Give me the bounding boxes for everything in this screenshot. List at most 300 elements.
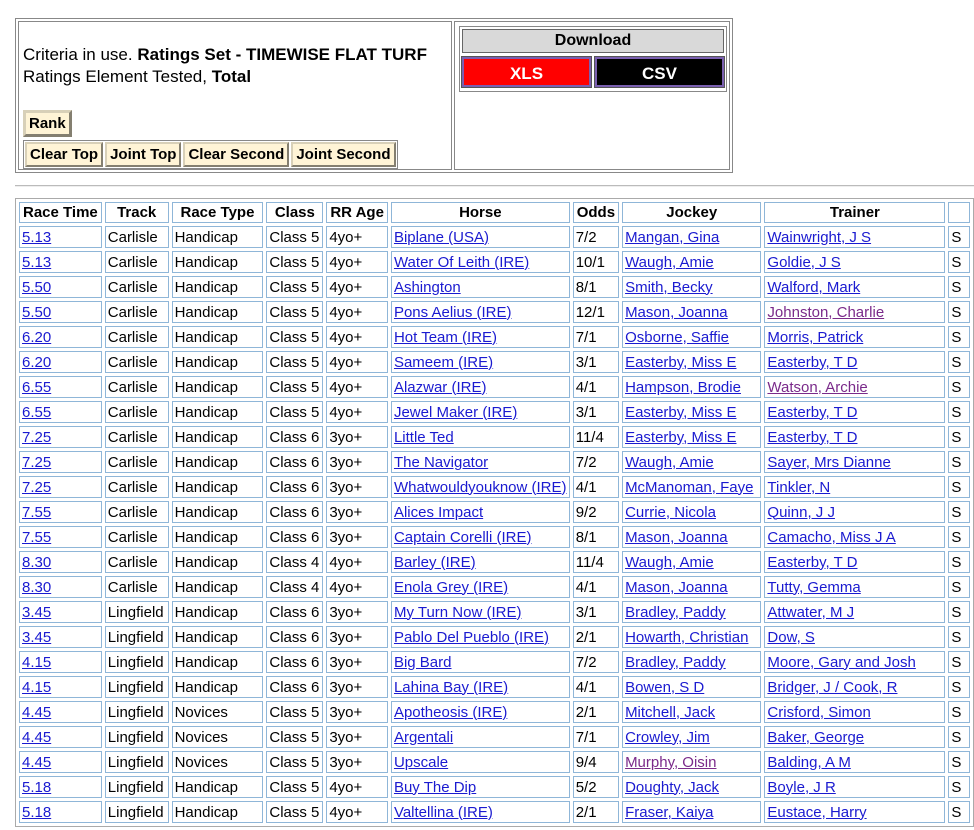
race-time-link[interactable]: 4.15 xyxy=(22,653,52,671)
horse-link[interactable]: Apotheosis (IRE) xyxy=(393,703,508,721)
jockey-link[interactable]: Hampson, Brodie xyxy=(625,378,741,396)
cell-text: 5/2 xyxy=(575,778,597,796)
cell-text: S xyxy=(951,778,962,796)
table-cell xyxy=(948,576,970,598)
col-race-type[interactable]: Race Type xyxy=(172,202,264,223)
col-extra xyxy=(948,202,970,223)
table-cell xyxy=(266,476,323,498)
table-cell xyxy=(764,476,945,498)
col-jockey[interactable]: Jockey xyxy=(622,202,761,223)
cell-text: S xyxy=(951,478,962,496)
xls-download-button[interactable]: XLS xyxy=(462,57,591,87)
race-time-link[interactable]: 4.15 xyxy=(22,678,52,696)
table-cell xyxy=(948,801,970,823)
race-time-link[interactable]: 8.30 xyxy=(22,578,52,596)
cell-text: Class 5 xyxy=(269,278,320,296)
table-cell xyxy=(19,376,102,398)
cell-text: 4yo+ xyxy=(329,253,363,271)
cell-text: Carlisle xyxy=(107,578,158,596)
table-cell xyxy=(622,301,761,323)
table-cell xyxy=(948,401,970,423)
horse-link[interactable]: Buy The Dip xyxy=(393,778,477,796)
cell-text: S xyxy=(951,403,962,421)
table-cell xyxy=(573,551,619,573)
horse-link[interactable]: Alices Impact xyxy=(393,503,484,521)
race-time-link[interactable]: 6.55 xyxy=(22,378,52,396)
joint-top-button[interactable]: Joint Top xyxy=(105,142,181,167)
jockey-link[interactable]: Bowen, S D xyxy=(625,678,705,696)
jockey-link[interactable]: Easterby, Miss E xyxy=(625,403,737,421)
table-cell xyxy=(764,376,945,398)
cell-text: Handicap xyxy=(174,803,238,821)
jockey-link[interactable]: Murphy, Oisin xyxy=(625,753,717,771)
cell-text: Handicap xyxy=(174,228,238,246)
race-time-link[interactable]: 3.45 xyxy=(22,628,52,646)
horse-link[interactable]: Biplane (USA) xyxy=(393,228,489,246)
table-cell xyxy=(622,726,761,748)
cell-text: Carlisle xyxy=(107,503,158,521)
race-time-link[interactable]: 6.55 xyxy=(22,403,52,421)
cell-text: S xyxy=(951,628,962,646)
cell-text: 4yo+ xyxy=(329,403,363,421)
horse-link[interactable]: Captain Corelli (IRE) xyxy=(393,528,532,546)
table-cell xyxy=(622,251,761,273)
table-cell xyxy=(172,501,264,523)
trainer-link[interactable]: Wainwright, J S xyxy=(767,228,872,246)
col-horse[interactable]: Horse xyxy=(391,202,570,223)
horse-link[interactable]: Barley (IRE) xyxy=(393,553,476,571)
jockey-link[interactable]: Mangan, Gina xyxy=(625,228,720,246)
cell-text: Class 6 xyxy=(269,603,320,621)
cell-text: Class 6 xyxy=(269,478,320,496)
table-cell xyxy=(19,576,102,598)
cell-text: 11/4 xyxy=(575,553,604,571)
jockey-link[interactable]: Mason, Joanna xyxy=(625,578,728,596)
cell-text: Class 5 xyxy=(269,778,320,796)
col-race-time[interactable]: Race Time xyxy=(19,202,102,223)
criteria-cell xyxy=(18,21,452,170)
jockey-link[interactable]: Howarth, Christian xyxy=(625,628,749,646)
cell-text: 3/1 xyxy=(575,353,597,371)
race-time-link[interactable]: 7.25 xyxy=(22,453,52,471)
table-cell xyxy=(266,351,323,373)
table-cell xyxy=(391,501,570,523)
table-cell xyxy=(391,276,570,298)
race-time-link[interactable]: 4.45 xyxy=(22,703,52,721)
trainer-link[interactable]: Baker, George xyxy=(767,728,865,746)
cell-text: 4yo+ xyxy=(329,378,363,396)
jockey-link[interactable]: Mitchell, Jack xyxy=(625,703,716,721)
cell-text: Carlisle xyxy=(107,378,158,396)
cell-text: 4yo+ xyxy=(329,228,363,246)
horse-link[interactable]: Jewel Maker (IRE) xyxy=(393,403,518,421)
horse-link[interactable]: The Navigator xyxy=(393,453,489,471)
element-prefix: Ratings Element Tested, xyxy=(23,67,207,86)
horse-link[interactable]: My Turn Now (IRE) xyxy=(393,603,522,621)
trainer-link[interactable]: Camacho, Miss J A xyxy=(767,528,896,546)
table-cell xyxy=(172,301,264,323)
table-cell xyxy=(391,776,570,798)
clear-top-button[interactable]: Clear Top xyxy=(25,142,103,167)
cell-text: S xyxy=(951,278,962,296)
col-rr-age[interactable]: RR Age xyxy=(326,202,388,223)
race-time-link[interactable]: 5.50 xyxy=(22,278,52,296)
table-cell xyxy=(266,701,323,723)
trainer-link[interactable]: Dow, S xyxy=(767,628,815,646)
trainer-link[interactable]: Easterby, T D xyxy=(767,428,858,446)
jockey-link[interactable]: Waugh, Amie xyxy=(625,553,714,571)
table-row xyxy=(19,451,970,473)
table-row xyxy=(19,301,970,323)
table-cell xyxy=(573,351,619,373)
cell-text: S xyxy=(951,353,962,371)
jockey-link[interactable]: McManoman, Faye xyxy=(625,478,754,496)
table-cell xyxy=(948,776,970,798)
table-cell xyxy=(764,251,945,273)
cell-text: S xyxy=(951,653,962,671)
cell-text: S xyxy=(951,503,962,521)
cell-text: 3yo+ xyxy=(329,653,363,671)
table-cell xyxy=(948,501,970,523)
table-cell xyxy=(764,326,945,348)
trainer-link[interactable]: Sayer, Mrs Dianne xyxy=(767,453,891,471)
table-row xyxy=(19,626,970,648)
cell-text: Novices xyxy=(174,728,228,746)
table-cell xyxy=(764,626,945,648)
table-cell xyxy=(266,676,323,698)
trainer-link[interactable]: Watson, Archie xyxy=(767,378,868,396)
horse-link[interactable]: Alazwar (IRE) xyxy=(393,378,487,396)
cell-text: Handicap xyxy=(174,603,238,621)
cell-text: Class 6 xyxy=(269,628,320,646)
cell-text: 4yo+ xyxy=(329,303,363,321)
race-time-link[interactable]: 7.25 xyxy=(22,428,52,446)
table-cell xyxy=(266,276,323,298)
table-cell xyxy=(172,276,264,298)
table-cell xyxy=(19,551,102,573)
cell-text: Carlisle xyxy=(107,253,158,271)
table-cell xyxy=(622,376,761,398)
horse-link[interactable]: Water Of Leith (IRE) xyxy=(393,253,530,271)
horse-link[interactable]: Sameem (IRE) xyxy=(393,353,494,371)
table-cell xyxy=(19,801,102,823)
table-cell xyxy=(266,251,323,273)
cell-text: Class 6 xyxy=(269,503,320,521)
cell-text: Carlisle xyxy=(107,353,158,371)
table-cell xyxy=(573,251,619,273)
cell-text: 9/2 xyxy=(575,503,597,521)
cell-text: 2/1 xyxy=(575,628,597,646)
table-row xyxy=(19,576,970,598)
table-cell xyxy=(764,526,945,548)
cell-text: 3/1 xyxy=(575,603,597,621)
horse-link[interactable]: Whatwouldyouknow (IRE) xyxy=(393,478,567,496)
table-cell xyxy=(105,576,169,598)
race-time-link[interactable]: 7.55 xyxy=(22,528,52,546)
table-cell xyxy=(172,451,264,473)
table-cell xyxy=(19,226,102,248)
jockey-link[interactable]: Osborne, Saffie xyxy=(625,328,730,346)
jockey-link[interactable]: Bradley, Paddy xyxy=(625,653,726,671)
jockey-link[interactable]: Bradley, Paddy xyxy=(625,603,726,621)
cell-text: Handicap xyxy=(174,778,238,796)
table-cell xyxy=(172,251,264,273)
horse-link[interactable]: Argentali xyxy=(393,728,454,746)
trainer-link[interactable]: Crisford, Simon xyxy=(767,703,871,721)
cell-text: Handicap xyxy=(174,378,238,396)
table-cell xyxy=(948,551,970,573)
table-cell xyxy=(948,726,970,748)
cell-text: 3yo+ xyxy=(329,453,363,471)
table-cell xyxy=(105,501,169,523)
table-cell xyxy=(105,626,169,648)
horse-link[interactable]: Valtellina (IRE) xyxy=(393,803,493,821)
table-cell xyxy=(764,351,945,373)
cell-text: Class 5 xyxy=(269,378,320,396)
cell-text: Class 5 xyxy=(269,803,320,821)
table-cell xyxy=(19,301,102,323)
race-time-link[interactable]: 5.13 xyxy=(22,228,52,246)
jockey-link[interactable]: Fraser, Kaiya xyxy=(625,803,714,821)
table-cell xyxy=(764,226,945,248)
table-row xyxy=(19,426,970,448)
results-table xyxy=(15,198,974,827)
table-cell xyxy=(172,426,264,448)
cell-text: Lingfield xyxy=(107,803,164,821)
col-odds[interactable]: Odds xyxy=(573,202,619,223)
horse-link[interactable]: Big Bard xyxy=(393,653,452,671)
table-cell xyxy=(622,276,761,298)
table-cell xyxy=(391,701,570,723)
race-time-link[interactable]: 5.18 xyxy=(22,803,52,821)
table-row xyxy=(19,476,970,498)
trainer-link[interactable]: Boyle, J R xyxy=(767,778,836,796)
table-cell xyxy=(573,301,619,323)
table-cell xyxy=(948,476,970,498)
table-cell xyxy=(19,701,102,723)
table-cell xyxy=(172,776,264,798)
table-cell xyxy=(573,626,619,648)
cell-text: Handicap xyxy=(174,503,238,521)
rank-button[interactable]: Rank xyxy=(23,110,72,137)
cell-text: Carlisle xyxy=(107,453,158,471)
race-time-link[interactable]: 4.45 xyxy=(22,728,52,746)
table-cell xyxy=(105,376,169,398)
cell-text: Lingfield xyxy=(107,753,164,771)
table-cell xyxy=(764,701,945,723)
table-cell xyxy=(266,801,323,823)
cell-text: S xyxy=(951,578,962,596)
cell-text: Lingfield xyxy=(107,653,164,671)
table-row xyxy=(19,601,970,623)
table-cell xyxy=(172,476,264,498)
table-cell xyxy=(172,526,264,548)
cell-text: 11/4 xyxy=(575,428,604,446)
table-cell xyxy=(391,426,570,448)
table-cell xyxy=(172,801,264,823)
table-cell xyxy=(573,226,619,248)
jockey-link[interactable]: Doughty, Jack xyxy=(625,778,719,796)
trainer-link[interactable]: Easterby, T D xyxy=(767,353,858,371)
cell-text: 4yo+ xyxy=(329,553,363,571)
jockey-link[interactable]: Waugh, Amie xyxy=(625,453,714,471)
race-time-link[interactable]: 6.20 xyxy=(22,328,52,346)
race-time-link[interactable]: 4.45 xyxy=(22,753,52,771)
trainer-link[interactable]: Bridger, J / Cook, R xyxy=(767,678,898,696)
table-cell xyxy=(622,701,761,723)
horse-link[interactable]: Enola Grey (IRE) xyxy=(393,578,509,596)
col-class[interactable]: Class xyxy=(266,202,323,223)
table-cell xyxy=(172,226,264,248)
table-cell xyxy=(266,751,323,773)
trainer-link[interactable]: Morris, Patrick xyxy=(767,328,864,346)
table-cell xyxy=(19,651,102,673)
cell-text: Lingfield xyxy=(107,728,164,746)
trainer-link[interactable]: Moore, Gary and Josh xyxy=(767,653,916,671)
trainer-link[interactable]: Tutty, Gemma xyxy=(767,578,861,596)
cell-text: 4yo+ xyxy=(329,328,363,346)
table-cell xyxy=(573,651,619,673)
table-cell xyxy=(391,626,570,648)
table-cell xyxy=(391,526,570,548)
csv-download-button[interactable]: CSV xyxy=(595,57,724,87)
table-cell xyxy=(948,226,970,248)
table-cell xyxy=(172,576,264,598)
trainer-link[interactable]: Johnston, Charlie xyxy=(767,303,885,321)
table-cell xyxy=(326,751,388,773)
jockey-link[interactable]: Crowley, Jim xyxy=(625,728,710,746)
table-cell xyxy=(622,326,761,348)
race-time-link[interactable]: 7.55 xyxy=(22,503,52,521)
race-time-link[interactable]: 5.13 xyxy=(22,253,52,271)
trainer-link[interactable]: Tinkler, N xyxy=(767,478,831,496)
table-cell xyxy=(326,376,388,398)
table-row xyxy=(19,676,970,698)
table-cell xyxy=(105,276,169,298)
horse-link[interactable]: Upscale xyxy=(393,753,449,771)
trainer-link[interactable]: Easterby, T D xyxy=(767,403,858,421)
race-time-link[interactable]: 8.30 xyxy=(22,553,52,571)
table-cell xyxy=(391,226,570,248)
trainer-link[interactable]: Attwater, M J xyxy=(767,603,855,621)
cell-text: Class 6 xyxy=(269,653,320,671)
jockey-link[interactable]: Smith, Becky xyxy=(625,278,713,296)
table-row xyxy=(19,376,970,398)
cell-text: 7/1 xyxy=(575,328,597,346)
race-time-link[interactable]: 5.50 xyxy=(22,303,52,321)
table-cell xyxy=(105,451,169,473)
cell-text: 7/2 xyxy=(575,228,597,246)
table-cell xyxy=(622,226,761,248)
jockey-link[interactable]: Waugh, Amie xyxy=(625,253,714,271)
cell-text: Handicap xyxy=(174,403,238,421)
header-row xyxy=(19,202,970,223)
table-cell xyxy=(573,776,619,798)
cell-text: Handicap xyxy=(174,428,238,446)
jockey-link[interactable]: Easterby, Miss E xyxy=(625,428,737,446)
table-cell xyxy=(326,251,388,273)
table-cell xyxy=(266,226,323,248)
table-cell xyxy=(764,651,945,673)
table-cell xyxy=(948,451,970,473)
table-cell xyxy=(948,626,970,648)
cell-text: Handicap xyxy=(174,453,238,471)
race-time-link[interactable]: 7.25 xyxy=(22,478,52,496)
horse-link[interactable]: Pablo Del Pueblo (IRE) xyxy=(393,628,550,646)
criteria-prefix: Criteria in use. xyxy=(23,45,133,64)
cell-text: 7/2 xyxy=(575,453,597,471)
col-track[interactable]: Track xyxy=(105,202,169,223)
horse-link[interactable]: Pons Aelius (IRE) xyxy=(393,303,512,321)
jockey-link[interactable]: Mason, Joanna xyxy=(625,528,728,546)
jockey-link[interactable]: Easterby, Miss E xyxy=(625,353,737,371)
table-cell xyxy=(326,301,388,323)
table-cell xyxy=(622,426,761,448)
cell-text: 4yo+ xyxy=(329,778,363,796)
table-cell xyxy=(391,801,570,823)
race-time-link[interactable]: 6.20 xyxy=(22,353,52,371)
trainer-link[interactable]: Balding, A M xyxy=(767,753,851,771)
col-trainer[interactable]: Trainer xyxy=(764,202,945,223)
trainer-link[interactable]: Quinn, J J xyxy=(767,503,835,521)
cell-text: Novices xyxy=(174,703,228,721)
table-cell xyxy=(19,401,102,423)
table-cell xyxy=(573,526,619,548)
horse-link[interactable]: Little Ted xyxy=(393,428,454,446)
table-cell xyxy=(172,726,264,748)
table-cell xyxy=(326,476,388,498)
jockey-link[interactable]: Currie, Nicola xyxy=(625,503,716,521)
table-cell xyxy=(948,326,970,348)
cell-text: Handicap xyxy=(174,478,238,496)
table-cell xyxy=(326,526,388,548)
horse-link[interactable]: Hot Team (IRE) xyxy=(393,328,498,346)
jockey-link[interactable]: Mason, Joanna xyxy=(625,303,728,321)
race-time-link[interactable]: 5.18 xyxy=(22,778,52,796)
trainer-link[interactable]: Walford, Mark xyxy=(767,278,861,296)
table-cell xyxy=(266,576,323,598)
trainer-link[interactable]: Eustace, Harry xyxy=(767,803,867,821)
cell-text: 3yo+ xyxy=(329,753,363,771)
joint-second-button[interactable]: Joint Second xyxy=(291,142,395,167)
table-cell xyxy=(19,326,102,348)
cell-text: 4yo+ xyxy=(329,353,363,371)
cell-text: Carlisle xyxy=(107,303,158,321)
table-cell xyxy=(622,551,761,573)
race-time-link[interactable]: 3.45 xyxy=(22,603,52,621)
cell-text: S xyxy=(951,528,962,546)
download-panel xyxy=(459,26,727,92)
trainer-link[interactable]: Goldie, J S xyxy=(767,253,841,271)
cell-text: Class 4 xyxy=(269,553,320,571)
table-cell xyxy=(266,401,323,423)
table-cell xyxy=(948,601,970,623)
table-cell xyxy=(391,376,570,398)
cell-text: Class 5 xyxy=(269,703,320,721)
table-cell xyxy=(622,601,761,623)
horse-link[interactable]: Lahina Bay (IRE) xyxy=(393,678,509,696)
trainer-link[interactable]: Easterby, T D xyxy=(767,553,858,571)
horse-link[interactable]: Ashington xyxy=(393,278,461,296)
clear-second-button[interactable]: Clear Second xyxy=(183,142,289,167)
table-cell xyxy=(573,501,619,523)
table-cell xyxy=(19,526,102,548)
cell-text: Carlisle xyxy=(107,278,158,296)
table-cell xyxy=(391,251,570,273)
cell-text: 3yo+ xyxy=(329,703,363,721)
cell-text: S xyxy=(951,253,962,271)
table-row xyxy=(19,326,970,348)
